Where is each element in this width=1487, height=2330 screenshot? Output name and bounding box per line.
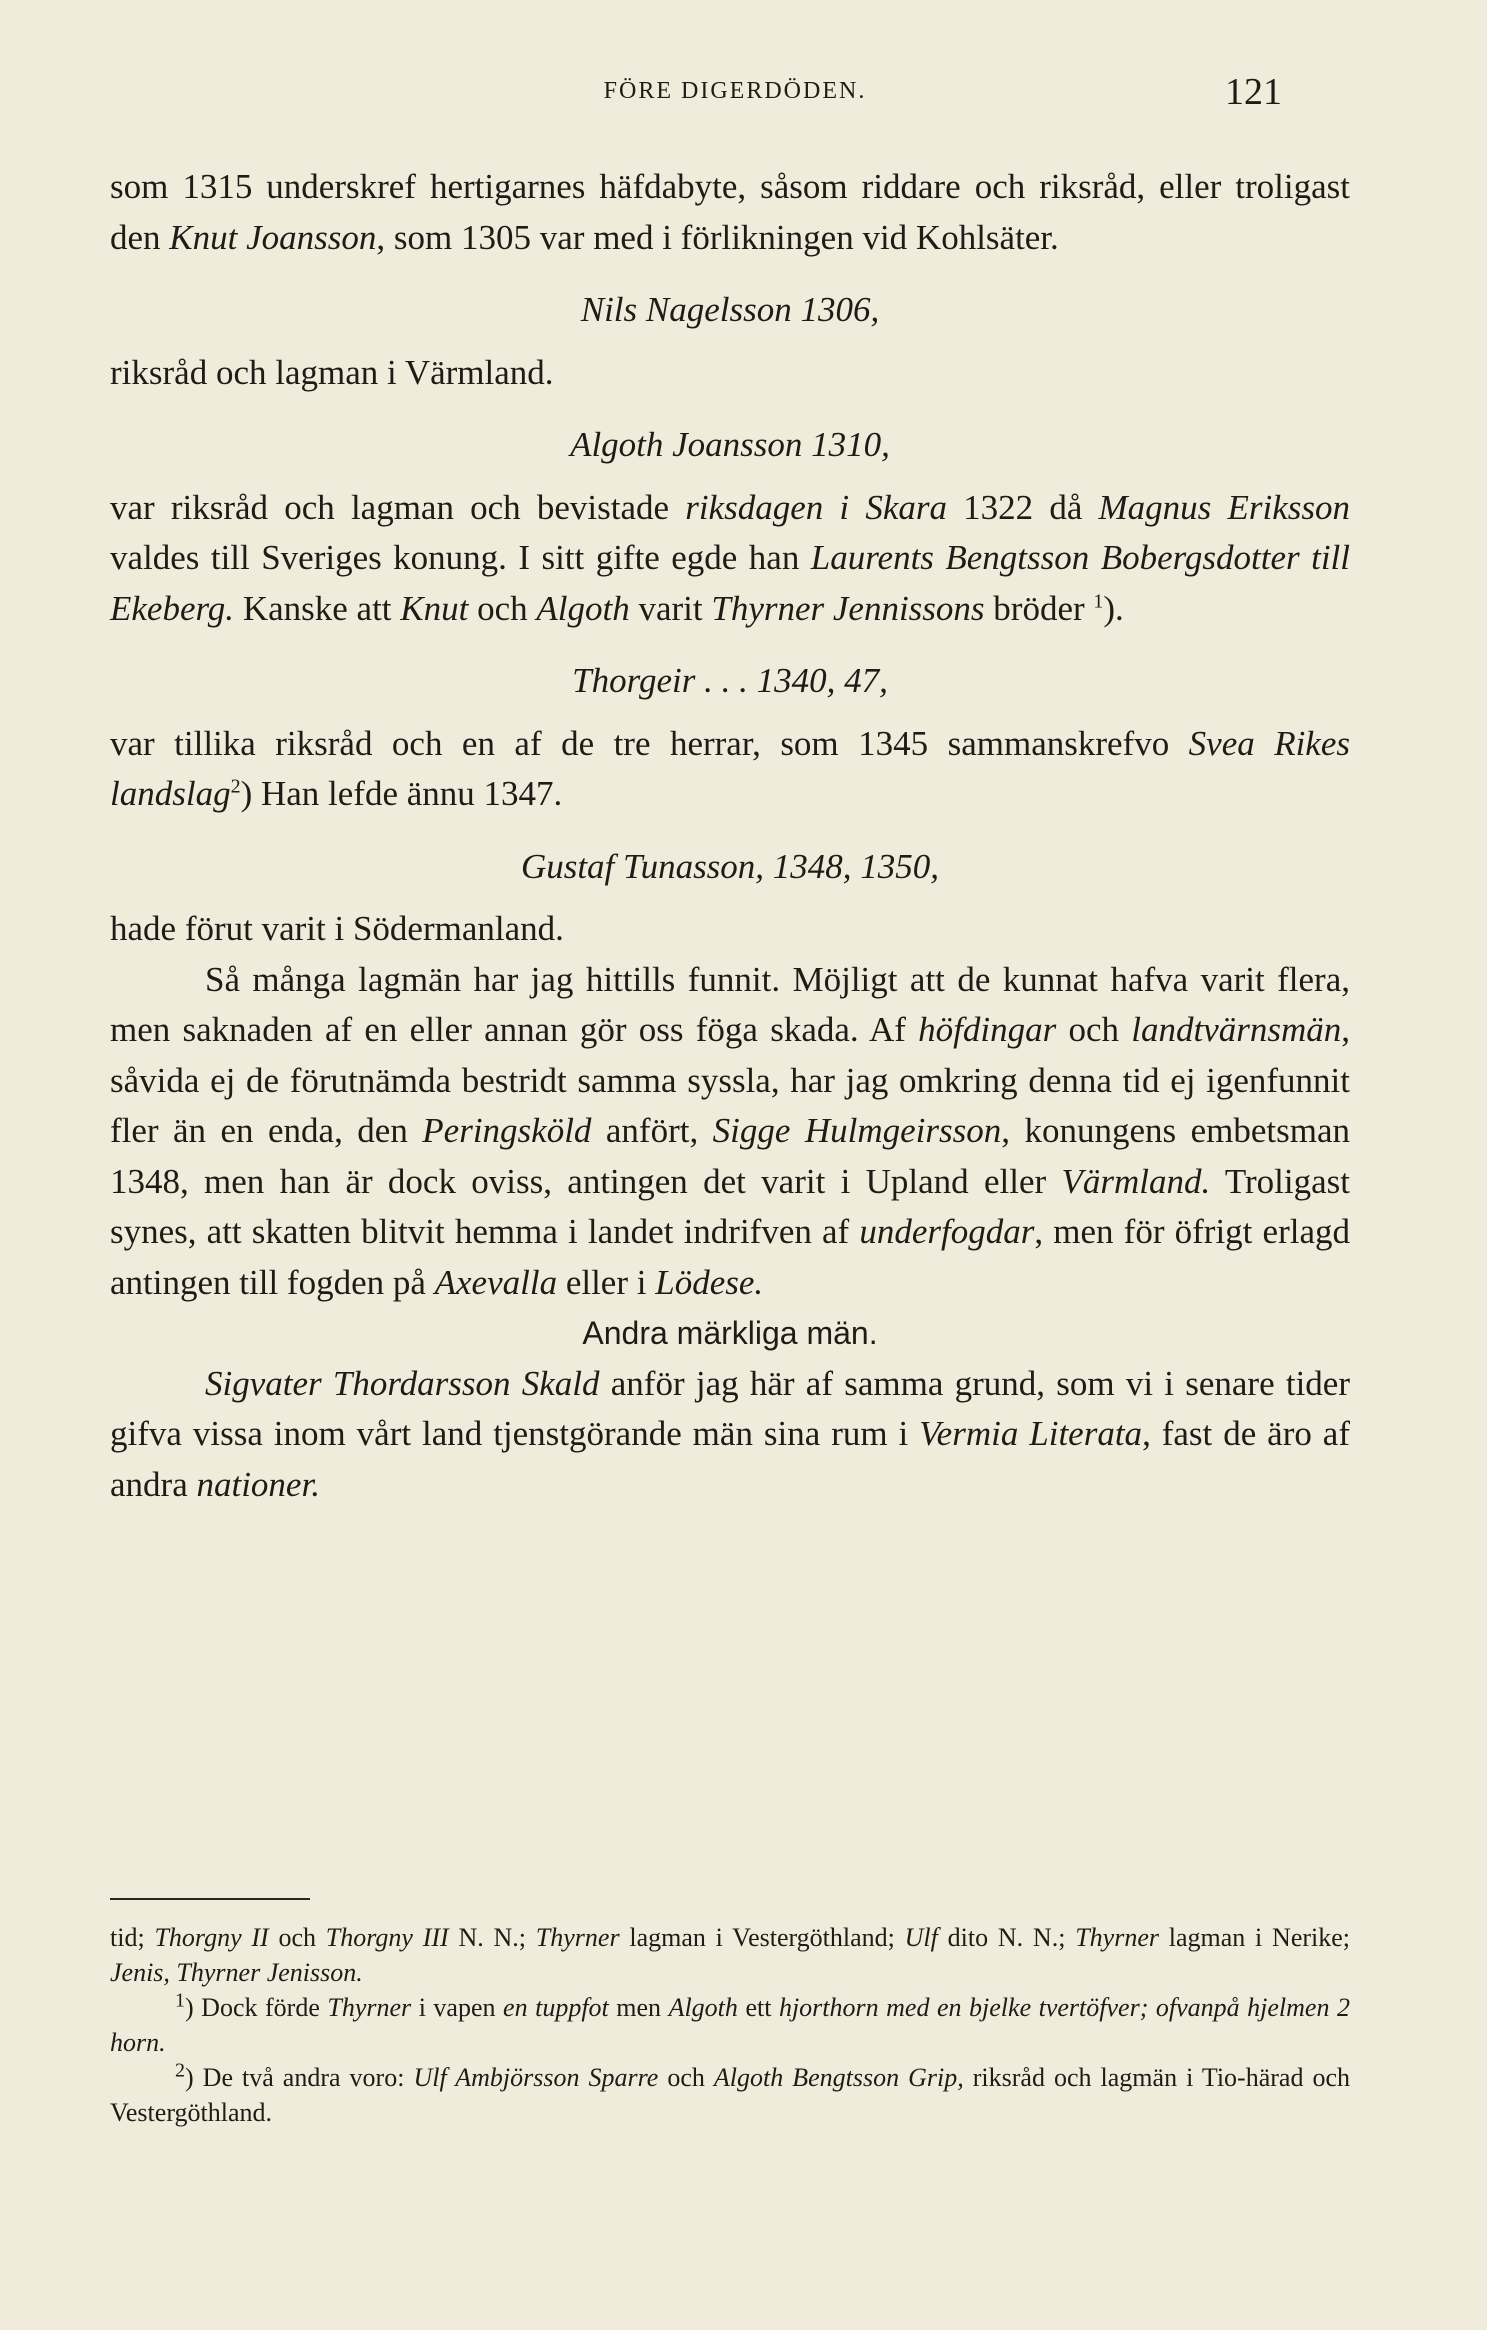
name-run: Thorgny III: [325, 1923, 449, 1952]
name-run: Värmland.: [1061, 1161, 1211, 1201]
text-run: och: [268, 1923, 326, 1952]
text-run: , konungens embetsman 1348, men han är dock oviss, antingen det varit i Upland eller: [110, 1111, 1350, 1201]
text-run: var riksråd och lagman och bevistade: [110, 487, 686, 527]
name-run: nationer.: [196, 1464, 320, 1504]
paragraph-nils: riksråd och lagman i Värmland.: [110, 352, 554, 392]
text-run: i vapen: [411, 1993, 504, 2022]
paragraph-lagman: [110, 955, 1350, 1309]
text-run: N. N.;: [448, 1923, 536, 1952]
text-run: Kanske att: [234, 588, 401, 628]
text-run: , fast de äro af andra: [110, 1414, 1350, 1504]
text-run: Troligast synes, att skatten blitvit hemma i landet indrifven af: [110, 1161, 1350, 1251]
running-title: FÖRE DIGERDÖDEN.: [603, 78, 867, 104]
text-run: bröder: [984, 588, 1094, 628]
page-number: 121: [1225, 71, 1282, 113]
text-run: ) Han lefde ännu 1347.: [240, 774, 563, 813]
name-run: riksdagen i Skara: [685, 487, 947, 527]
name-run: Thyrner: [327, 1993, 412, 2022]
heading-algoth: Algoth Joansson 1310,: [570, 425, 890, 464]
name-run: höfdingar: [918, 1010, 1057, 1049]
name-run: Svea Rikes landslag: [110, 723, 1350, 813]
name-run: Thorgny II: [154, 1923, 269, 1952]
text-run: ).: [1103, 588, 1124, 628]
name-run: landtvärnsmän: [1131, 1010, 1342, 1049]
heading-nils: Nils Nagelsson 1306,: [580, 290, 880, 329]
text-run: lagman i Nerike;: [1158, 1923, 1351, 1952]
text-run: dito N. N.;: [937, 1923, 1076, 1952]
name-run: Thyrner: [535, 1923, 620, 1952]
heading-thorgeir: Thorgeir . . . 1340, 47,: [572, 661, 888, 700]
text-run: , men för öfrigt erlagd antingen till fogden på: [110, 1212, 1351, 1302]
text-run: och: [468, 588, 537, 628]
name-run: Peringsköld: [422, 1111, 592, 1150]
name-run: Lödese.: [655, 1262, 764, 1302]
heading-gustaf: Gustaf Tunasson, 1348, 1350,: [520, 846, 940, 886]
name-run: Knut Joansson: [169, 217, 377, 257]
text-run: 1322 då: [946, 487, 1099, 527]
name-run: en tuppfot: [503, 1993, 609, 2022]
paragraph-sigvater: [110, 1359, 1350, 1511]
name-run: Algoth Bengtsson Grip,: [713, 2063, 964, 2092]
name-run: Thyrner: [1075, 1923, 1159, 1952]
text-run: som 1315 underskref hertigarnes häfdabyte, såsom riddare och riksråd, eller troligast den: [110, 167, 1350, 257]
text-run: anfört,: [591, 1111, 713, 1150]
paragraph-thorgeir: [110, 719, 1350, 820]
name-run: underfogdar: [859, 1212, 1035, 1251]
name-run: Sigge Hulmgeirsson: [712, 1111, 1002, 1150]
name-run: Ulf: [904, 1923, 938, 1952]
text-run: eller i: [557, 1262, 656, 1302]
text-run: och: [658, 2063, 714, 2092]
text-run: ) Dock förde: [185, 1993, 328, 2022]
text-run: tid;: [110, 1923, 155, 1952]
text-run: och: [1056, 1010, 1132, 1049]
text-run: anför jag här af samma grund, som vi i senare tider gifva vissa inom vårt land tjenstgörande män sina rum i: [110, 1363, 1351, 1453]
body-text: [110, 162, 1350, 1510]
name-run: Laurents Bengtsson Bobergsdotter till Ekeberg.: [110, 538, 1350, 628]
text-run: Så många lagmän har jag hittills funnit. Möjligt att de kunnat hafva varit flera, men saknaden af en eller annan gör oss föga skada. Af: [110, 959, 1350, 1049]
text-run: riksråd och lagmän i Tio-härad och Vestergöthland.: [110, 2063, 1350, 2127]
running-head: [0, 70, 1487, 120]
text-run: , såvida ej de förutnämda bestridt samma syssla, har jag omkring denna tid ej igenfunnit fler än en enda, den: [110, 1010, 1350, 1150]
text-run: , som 1305 var med i förlikningen vid Kohlsäter.: [376, 217, 1059, 257]
text-run: ) De två andra voro:: [185, 2063, 414, 2092]
footnote-1: [110, 1990, 1350, 2060]
name-run: hjorthorn med en bjelke tvertöfver; ofvanpå hjelmen 2 horn.: [110, 1993, 1350, 2057]
text-run: ett: [737, 1993, 779, 2022]
name-run: Algoth: [536, 588, 630, 628]
footnote-mark: 1: [175, 1989, 185, 2012]
name-run: Sigvater Thordarsson Skald: [205, 1363, 600, 1403]
text-run: var tillika riksråd och en af de tre herrar, som 1345 sammanskrefvo: [110, 723, 1189, 763]
footnote-continuation: [110, 1920, 1350, 1990]
paragraph-knut: [110, 162, 1350, 263]
paragraph-gustaf: hade förut varit i Södermanland.: [110, 909, 564, 948]
footnote-2: [110, 2060, 1350, 2130]
name-run: Axevalla: [434, 1262, 558, 1302]
name-run: Jenis, Thyrner Jenisson.: [110, 1958, 363, 1987]
name-run: Knut: [400, 588, 469, 628]
text-run: valdes till Sveriges konung. I sitt gifte egde han: [110, 538, 811, 577]
text-run: varit: [629, 588, 712, 628]
footnote-ref: 2: [230, 775, 241, 798]
section-heading-andra: Andra märkliga män.: [582, 1315, 878, 1351]
footnote-mark: 2: [175, 2059, 185, 2082]
name-run: Algoth: [668, 1993, 738, 2022]
name-run: Vermia Literata: [919, 1414, 1143, 1453]
footnotes: [110, 1920, 1350, 2130]
text-run: lagman i Vestergöthland;: [619, 1923, 905, 1952]
name-run: Thyrner Jennissons: [711, 588, 985, 628]
footnote-ref: 1: [1093, 589, 1104, 612]
footnote-divider: [110, 1898, 310, 1900]
name-run: Ulf Ambjörsson Sparre: [413, 2063, 659, 2092]
name-run: Magnus Eriksson: [1098, 487, 1350, 527]
text-run: men: [608, 1993, 669, 2022]
paragraph-algoth: [110, 483, 1350, 635]
